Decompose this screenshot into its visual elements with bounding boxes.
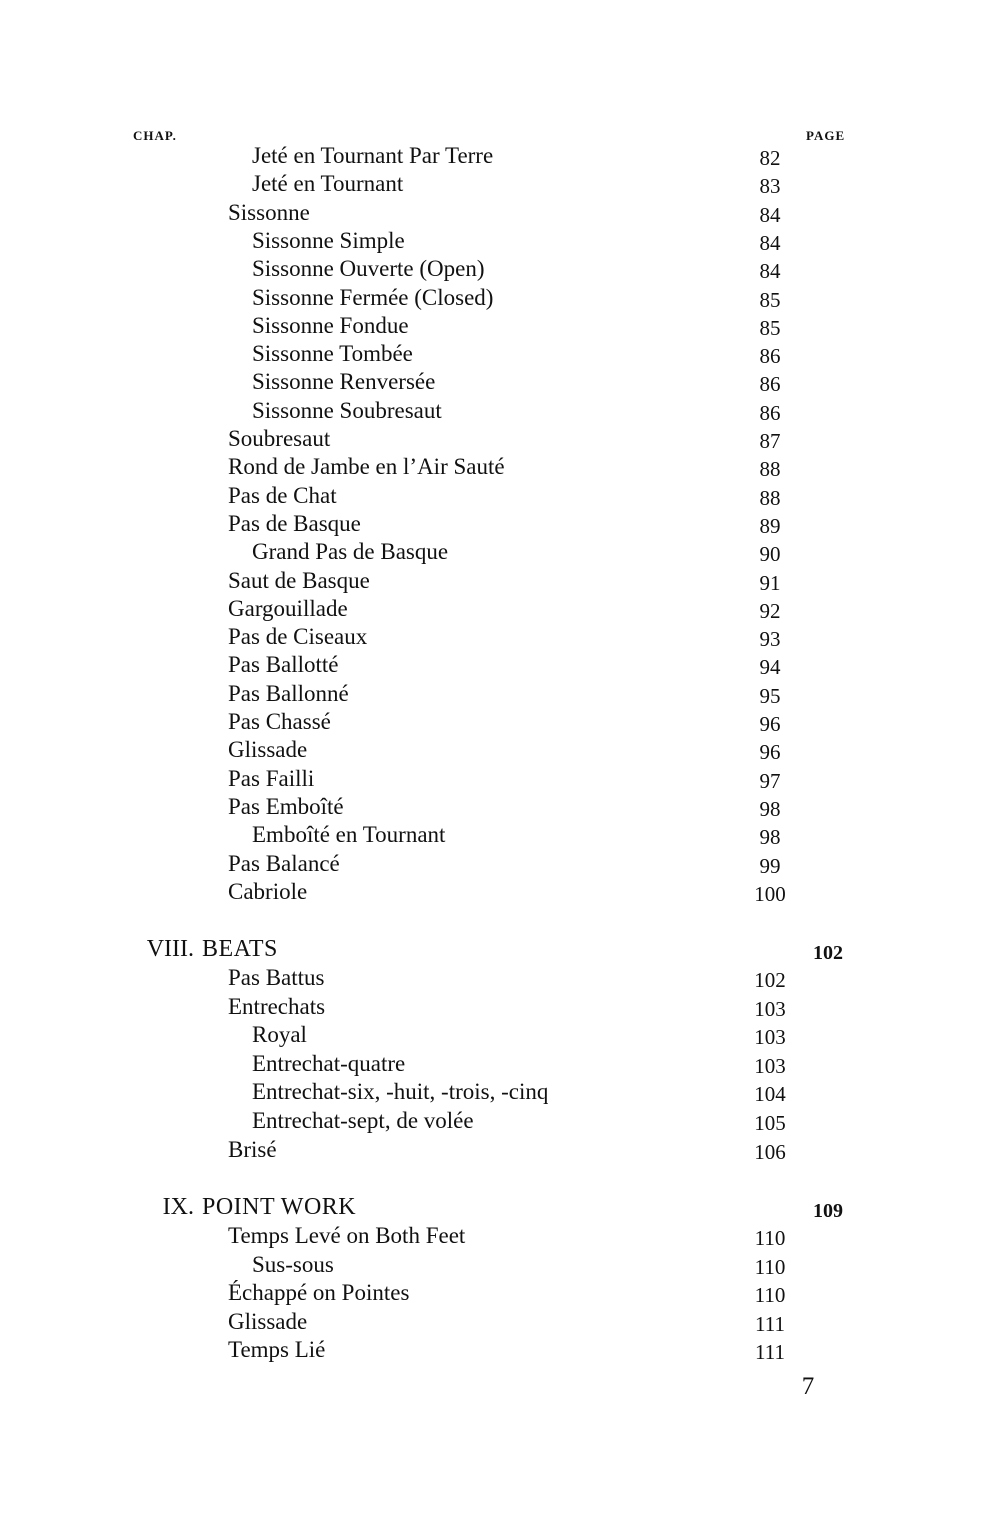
toc-entry xyxy=(0,1021,1000,1049)
toc-entry-title: Rond de Jambe en l’Air Sauté xyxy=(228,454,505,480)
toc-entry-page: 110 xyxy=(754,1254,786,1279)
toc-entry-page: 103 xyxy=(754,996,786,1021)
toc-entry-page: 86 xyxy=(759,344,781,369)
toc-entry-page: 106 xyxy=(754,1139,786,1164)
toc-entry-title: Sissonne Simple xyxy=(252,227,405,253)
toc-entry xyxy=(0,964,1000,992)
toc-entry-page: 99 xyxy=(759,853,781,878)
toc-entry xyxy=(0,284,1000,312)
toc-entry-title: Entrechat-six, -huit, -trois, -cinq xyxy=(252,1079,549,1105)
toc-entry-page: 86 xyxy=(759,400,781,425)
toc-entry xyxy=(0,793,1000,821)
toc-entry xyxy=(0,1078,1000,1106)
toc-entry-title: Brisé xyxy=(228,1136,277,1162)
toc-entry xyxy=(0,199,1000,227)
toc-entry-title: Temps Levé on Both Feet xyxy=(228,1223,466,1248)
toc-entry xyxy=(0,1279,1000,1307)
toc-entry-title: Pas Battus xyxy=(228,965,325,990)
toc-entry-page: 110 xyxy=(754,1283,786,1308)
toc-entry-title: Entrechat-sept, de volée xyxy=(252,1108,474,1133)
toc-entry-title: Soubresaut xyxy=(228,426,331,451)
toc-entry-title: Sissonne Renversée xyxy=(252,369,436,395)
toc-entry-page: 85 xyxy=(759,287,781,312)
toc-entry-title: Grand Pas de Basque xyxy=(252,539,449,565)
toc-entry-page: 105 xyxy=(754,1111,786,1135)
toc-entry xyxy=(0,453,1000,481)
toc-entry xyxy=(0,510,1000,538)
toc-entry xyxy=(0,821,1000,849)
toc-entry-page: 88 xyxy=(759,485,781,510)
toc-entry-page: 98 xyxy=(759,825,781,850)
toc-entry-title: Sissonne Soubresaut xyxy=(252,397,442,423)
toc-entry-page: 103 xyxy=(754,1053,786,1078)
toc-entry xyxy=(0,595,1000,623)
chap-column-header: CHAP. xyxy=(133,128,177,143)
toc-entry-page: 86 xyxy=(759,372,781,397)
toc-entry-page: 90 xyxy=(759,542,781,567)
toc-entry xyxy=(0,1107,1000,1135)
toc-entry xyxy=(0,1222,1000,1250)
toc-entry xyxy=(0,1308,1000,1336)
toc-entry xyxy=(0,1336,1000,1364)
toc-entry-title: Temps Lié xyxy=(228,1337,326,1363)
toc-entry-title: Saut de Basque xyxy=(228,567,370,593)
toc-entry-page: 97 xyxy=(759,768,781,793)
toc-entry-page: 84 xyxy=(759,202,781,227)
toc-entry-page: 102 xyxy=(754,968,786,992)
toc-entry xyxy=(0,340,1000,368)
toc-entry-page: 98 xyxy=(759,796,781,821)
toc-entry xyxy=(0,623,1000,651)
toc-entry-page: 96 xyxy=(759,740,781,765)
toc-entry-title: Pas de Basque xyxy=(228,510,361,536)
toc-entry xyxy=(0,850,1000,878)
toc-entry xyxy=(0,651,1000,679)
toc-entry-page: 88 xyxy=(759,457,781,482)
toc-entry xyxy=(0,1136,1000,1164)
toc-entry-title: Pas Chassé xyxy=(228,709,331,734)
toc-entry-page: 100 xyxy=(754,881,786,906)
chapter-page: 102 xyxy=(813,942,843,964)
toc-entry xyxy=(0,736,1000,764)
toc-entry xyxy=(0,170,1000,198)
toc-entry xyxy=(0,482,1000,510)
toc-entry xyxy=(0,255,1000,283)
toc-entry-title: Pas de Chat xyxy=(228,482,337,508)
toc-entry-page: 83 xyxy=(759,174,781,199)
page-column-header: PAGE xyxy=(806,128,846,143)
toc-entry-page: 104 xyxy=(754,1082,786,1107)
toc-entry-title: Entrechat-quatre xyxy=(252,1050,406,1076)
toc-entry-title: Glissade xyxy=(228,737,308,763)
toc-entry-page: 111 xyxy=(755,1340,785,1365)
toc-entry xyxy=(0,425,1000,453)
toc-entry-page: 95 xyxy=(759,683,781,708)
toc-entry xyxy=(0,142,1000,170)
toc-entry-title: Jeté en Tournant xyxy=(252,171,404,197)
toc-entry-page: 92 xyxy=(759,598,781,623)
toc-entry-title: Pas Ballotté xyxy=(228,652,339,678)
toc-entry-page: 103 xyxy=(754,1025,786,1050)
toc-entry xyxy=(0,397,1000,425)
toc-entry-title: Sissonne Fermée (Closed) xyxy=(252,284,494,310)
toc-entry-page: 85 xyxy=(759,315,781,340)
toc-entry-title: Pas de Ciseaux xyxy=(228,624,368,650)
chapter-number: IX. xyxy=(162,1194,194,1220)
page-number: 7 xyxy=(801,1373,815,1400)
toc-entry-title: Sissonne xyxy=(228,199,310,225)
toc-entry-page: 111 xyxy=(755,1311,785,1336)
chapter-heading-viii xyxy=(0,934,1000,964)
toc-entry xyxy=(0,878,1000,906)
toc-entry-title: Entrechats xyxy=(228,993,326,1019)
chapter-heading-ix xyxy=(0,1192,1000,1222)
chapter-page: 109 xyxy=(813,1200,843,1222)
toc-entry-title: Sus-sous xyxy=(252,1251,334,1277)
toc-entry-title: Glissade xyxy=(228,1308,308,1334)
toc-entry-page: 82 xyxy=(759,146,781,170)
toc-entry xyxy=(0,312,1000,340)
toc-entry xyxy=(0,1050,1000,1078)
chapter-title: POINT WORK xyxy=(202,1194,357,1220)
toc-entry-page: 84 xyxy=(759,230,781,255)
toc-entry-title: Sissonne Ouverte (Open) xyxy=(252,256,485,282)
toc-entry-title: Royal xyxy=(252,1022,307,1048)
toc-entry-page: 93 xyxy=(759,627,781,652)
toc-entry-title: Pas Emboîté xyxy=(228,793,344,819)
chapter-title: BEATS xyxy=(202,936,278,962)
toc-entry xyxy=(0,368,1000,396)
toc-entry-page: 84 xyxy=(759,259,781,284)
toc-entry xyxy=(0,708,1000,736)
toc-entry xyxy=(0,1251,1000,1279)
toc-entry-title: Échappé on Pointes xyxy=(228,1280,410,1306)
toc-entry xyxy=(0,680,1000,708)
toc-entry-title: Pas Failli xyxy=(228,765,315,791)
toc-entry-page: 91 xyxy=(759,570,781,595)
toc-entry-title: Sissonne Tombée xyxy=(252,341,413,367)
toc-entry xyxy=(0,227,1000,255)
toc-entry-page: 110 xyxy=(754,1226,786,1250)
toc-entry-title: Pas Balancé xyxy=(228,850,340,876)
toc-entry-page: 94 xyxy=(759,655,781,680)
toc-entry-page: 89 xyxy=(759,513,781,538)
toc-entry-page: 87 xyxy=(759,429,781,453)
toc-entry xyxy=(0,765,1000,793)
toc-entry-page: 96 xyxy=(759,712,781,736)
toc-entry-title: Cabriole xyxy=(228,878,308,904)
toc-entry-title: Pas Ballonné xyxy=(228,680,349,706)
toc-entry xyxy=(0,993,1000,1021)
toc-entry xyxy=(0,567,1000,595)
toc-entry xyxy=(0,538,1000,566)
toc-entry-title: Gargouillade xyxy=(228,595,348,621)
toc-entry-title: Emboîté en Tournant xyxy=(252,822,446,848)
toc-entry-title: Jeté en Tournant Par Terre xyxy=(252,143,494,168)
chapter-number: VIII. xyxy=(146,936,194,962)
toc-entry-title: Sissonne Fondue xyxy=(252,312,409,338)
